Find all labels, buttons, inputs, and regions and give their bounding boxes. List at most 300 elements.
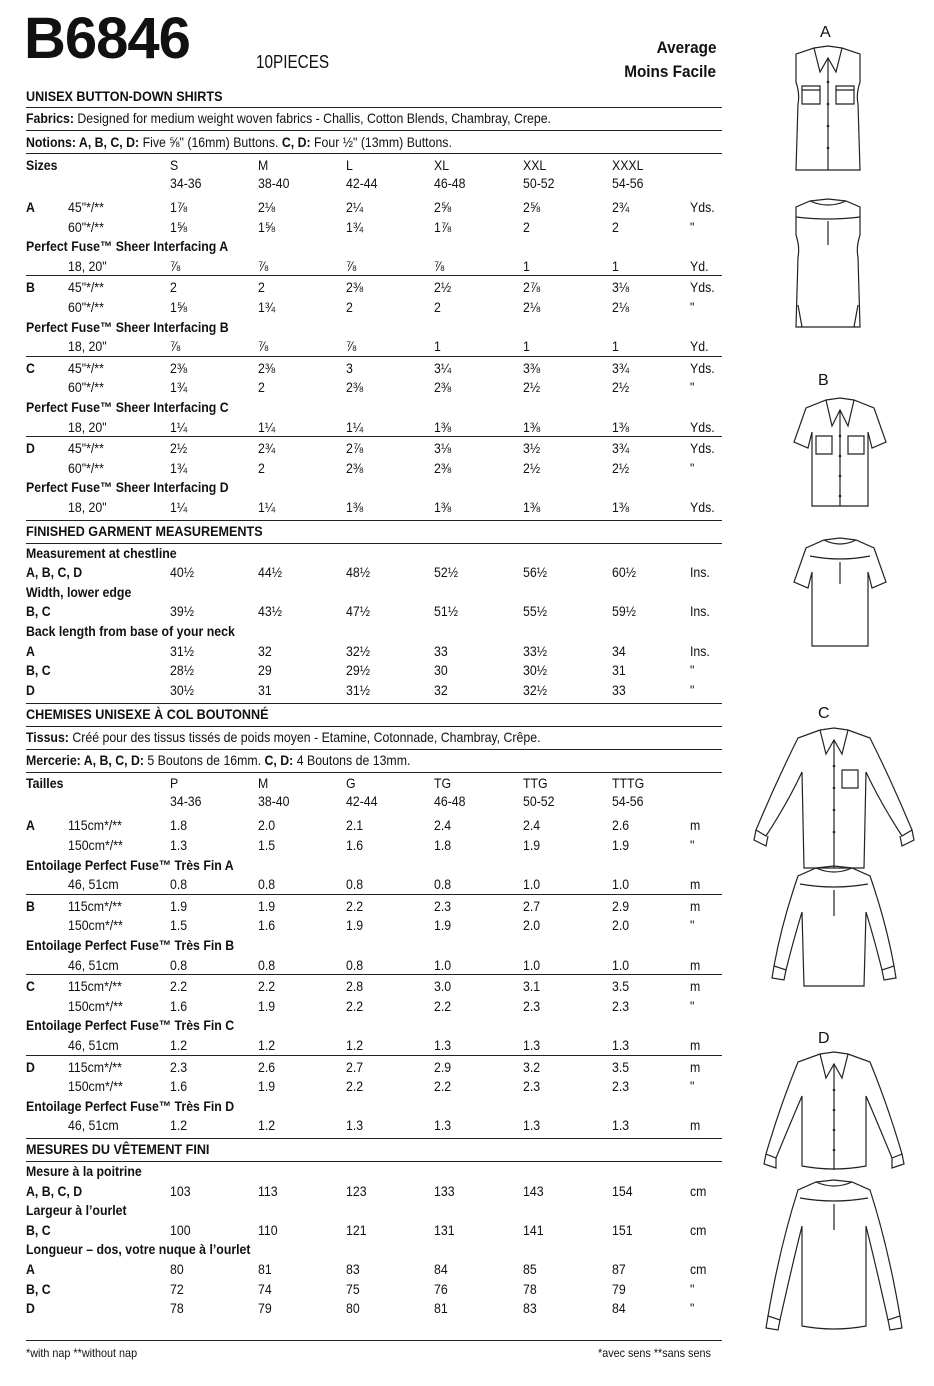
unit: m [690,897,701,914]
yardage-value: 2 [346,299,353,315]
fabric-width: 46, 51cm [68,956,119,973]
yardage-row [26,917,722,936]
measurement-row [26,682,722,701]
yardage-value: 1⅝ [258,218,276,235]
view-label: A, B, C, D [26,1182,83,1199]
measurement-value: 55½ [523,603,547,620]
yardage-value: 2.2 [346,897,364,914]
measurement-value: 48½ [346,564,370,581]
view-label: B, C [26,603,51,620]
row-heading: Back length from base of your neck [26,623,235,639]
yardage-value: ⅞ [346,257,357,274]
yardage-value: 1.8 [434,837,452,853]
measurement-row [26,643,722,662]
yardage-value: 2 [612,218,619,235]
size-name: XL [434,157,450,173]
yardage-value: 3.2 [523,1058,541,1075]
interfacing-heading [26,857,722,876]
unit: " [690,379,695,396]
yardage-value: 1.6 [346,837,364,853]
yardage-value: 3¾ [612,359,630,376]
yardage-value: 2⅝ [523,199,541,215]
yardage-row [26,957,722,976]
measurement-value: 83 [346,1261,360,1277]
yardage-value: 2.1 [346,817,364,834]
yardage-value: 2⅜ [434,459,452,476]
unit: m [690,1117,701,1134]
divider [26,356,722,357]
yardage-value: 1.6 [170,997,188,1014]
yardage-value: 2.0 [523,917,541,934]
fabrics-text: Designed for medium weight woven fabrics - Challis, Cotton Blends, Chambray, Crepe. [77,110,551,126]
yardage-value: 1⅜ [523,499,541,515]
yardage-value: 2.9 [434,1058,452,1075]
divider [26,107,722,108]
fabric-width: 150cm*/** [68,917,123,934]
fabric-width: 60"*/** [68,379,104,396]
measurement-value: 80 [170,1261,184,1277]
unit: Yds. [690,440,715,457]
fabric-width: 18, 20" [68,499,107,515]
fabric-width: 150cm*/** [68,1078,123,1095]
size-name: S [170,157,179,173]
yardage-value: 2.3 [523,997,541,1014]
view-d-back-illustration [752,1176,917,1336]
yardage-value: 1.6 [170,1078,188,1095]
yardage-value: 2.4 [523,817,541,834]
yardage-value: 2 [170,279,177,296]
unit: Yd. [690,257,709,274]
row-heading: Largeur à l’ourlet [26,1202,127,1219]
unit: " [690,997,695,1014]
measurement-value: 151 [612,1221,633,1238]
measurement-row [26,1183,722,1202]
unit: Ins. [690,603,710,620]
size-name: TTTG [612,775,645,792]
measurement-value: 32 [258,642,272,659]
size-range: 54-56 [612,793,644,810]
measurement-value: 29½ [346,662,370,679]
unit: " [690,917,695,934]
yardage-value: 1¾ [346,218,364,235]
measurement-value: 32 [434,681,448,698]
divider [26,1138,722,1139]
yardage-value: 1.3 [170,837,188,853]
measurement-value: 60½ [612,564,636,581]
measurement-value: 133 [434,1182,455,1199]
divider [26,703,722,704]
notions-label: Mercerie: A, B, C, D: [26,752,144,769]
yardage-value: 1.3 [434,1037,452,1053]
measurement-value: 79 [612,1280,626,1297]
measurement-value: 44½ [258,564,282,581]
size-range: 42-44 [346,175,378,191]
yardage-value: 0.8 [346,876,364,893]
divider [26,1340,722,1341]
measurement-value: 74 [258,1280,272,1297]
yardage-value: 1¾ [258,299,276,315]
yardage-value: 1⅝ [170,299,188,315]
row-heading: Mesure à la poitrine [26,1163,142,1179]
measurement-value: 113 [258,1182,278,1199]
unit: Yds. [690,499,715,515]
row-heading: Entoilage Perfect Fuse™ Très Fin B [26,937,235,953]
measurement-row [26,1261,722,1280]
yardage-value: 1⅜ [612,499,630,515]
view-a-front-illustration [780,42,876,177]
yardage-value: 1.3 [612,1117,630,1134]
notions-text-1: Five ⅝" (16mm) Buttons. [142,134,279,150]
divider [26,1055,722,1056]
fabric-width: 18, 20" [68,418,107,435]
yardage-value: 2⅜ [346,379,364,396]
fabric-width: 60"*/** [68,459,104,476]
yardage-row [26,279,722,298]
yardage-value: 0.8 [434,876,452,893]
yardage-row [26,258,722,277]
unit: " [690,1078,695,1095]
notions-text-2: Four ½" (13mm) Buttons. [314,134,452,150]
size-ranges [26,793,722,812]
row-heading: Entoilage Perfect Fuse™ Très Fin D [26,1097,235,1114]
measurement-value: 78 [523,1280,537,1297]
yardage-value: 3⅛ [612,279,630,296]
measurement-value: 34 [612,642,626,659]
finished-title: FINISHED GARMENT MEASUREMENTS [26,522,263,539]
size-range: 34-36 [170,175,202,191]
view-b-front-illustration [790,392,890,512]
yardage-value: 1 [434,338,441,355]
measurement-value: 32½ [346,642,370,659]
measurement-heading [26,1163,722,1182]
yardage-value: 1¼ [258,418,276,435]
view-c-back-illustration [752,862,917,992]
yardage-value: 1.9 [170,897,188,914]
divider [26,772,722,773]
view-c-front-illustration [752,722,917,872]
measurement-value: 76 [434,1280,448,1297]
yardage-value: 2 [258,379,265,396]
yardage-value: 0.8 [346,956,364,973]
measurement-value: 47½ [346,603,370,620]
view-label: A [26,817,35,834]
unit: m [690,1037,701,1053]
size-name: L [346,157,353,173]
notions-label-2: C, D: [281,134,311,150]
yardage-value: 1¾ [170,459,188,476]
view-label: B [26,897,35,914]
view-label: A, B, C, D [26,564,83,581]
measurement-row [26,603,722,622]
yardage-value: 2¼ [346,199,364,215]
measurement-value: 78 [170,1300,184,1317]
sizes-label: Tailles [26,775,64,792]
yardage-value: 2½ [170,440,188,457]
sizes-header [26,157,722,176]
fabric-width: 46, 51cm [68,1037,119,1053]
yardage-value: 2.3 [434,897,452,914]
measurement-value: 29 [258,662,272,679]
yardage-value: 1.3 [346,1117,364,1134]
unit: m [690,978,701,995]
yardage-value: 2 [258,459,265,476]
yardage-value: ⅞ [170,257,181,274]
yardage-value: 1⅞ [170,199,188,215]
measurement-value: 52½ [434,564,458,581]
unit: Yd. [690,338,709,355]
yardage-value: 2.3 [523,1078,541,1095]
size-name: P [170,775,179,792]
notions-text-2: 4 Boutons de 13mm. [296,752,411,769]
view-label: A [26,642,35,659]
yardage-value: 1¼ [346,418,364,435]
unit: " [690,662,695,679]
yardage-value: 2⅜ [170,359,188,376]
fabric-width: 60"*/** [68,299,104,315]
measurement-value: 121 [346,1221,367,1238]
measurement-value: 84 [612,1300,626,1317]
measurement-value: 85 [523,1261,537,1277]
yardage-value: 3½ [523,440,541,457]
row-heading: Entoilage Perfect Fuse™ Très Fin C [26,1017,235,1034]
measurement-value: 33 [434,642,448,659]
yardage-value: 1 [523,257,530,274]
view-label: D [26,681,35,698]
measurement-value: 33½ [523,642,547,659]
notions-label: Notions: A, B, C, D: [26,134,140,150]
yardage-value: 1⅜ [612,418,630,435]
row-heading: Longueur – dos, votre nuque à l’ourlet [26,1241,251,1258]
yardage-value: 1.9 [612,837,630,853]
view-label: C [26,359,35,376]
yardage-value: 1⅜ [346,499,364,515]
view-a-back-illustration [780,195,876,335]
yardage-value: 1¼ [170,418,188,435]
yardage-value: 2½ [523,379,541,396]
measurement-value: 39½ [170,603,194,620]
yardage-value: 0.8 [170,876,188,893]
yardage-row [26,360,722,379]
en-title: UNISEX BUTTON-DOWN SHIRTS [26,88,223,104]
fabric-width: 46, 51cm [68,1117,119,1134]
divider [26,436,722,437]
yardage-value: 1.8 [170,817,188,834]
divider [26,153,722,154]
yardage-value: 1.5 [258,837,276,853]
size-name: M [258,775,269,792]
yardage-row [26,299,722,318]
row-heading: Perfect Fuse™ Sheer Interfacing B [26,318,229,335]
unit: m [690,876,701,893]
measurement-row [26,1222,722,1241]
unit: " [690,1300,695,1317]
fabrics-label: Tissus: [26,729,69,746]
measurement-value: 103 [170,1182,191,1199]
divider [26,1161,722,1162]
yardage-value: 3⅜ [523,359,541,376]
fabric-width: 18, 20" [68,338,107,355]
fabric-width: 150cm*/** [68,837,123,853]
interfacing-heading [26,1098,722,1117]
footnote-fr: *avec sens **sans sens [598,1346,711,1360]
measurement-value: 154 [612,1182,633,1199]
yardage-value: 3¼ [434,359,452,376]
divider [26,894,722,895]
yardage-value: 1.0 [523,956,541,973]
sizes-label: Sizes [26,157,58,173]
divider [26,275,722,276]
size-name: G [346,775,356,792]
measurement-value: 51½ [434,603,458,620]
yardage-value: 1.3 [523,1037,541,1053]
view-b-back-illustration [790,534,890,654]
measurement-value: 80 [346,1300,360,1317]
notions-text-1: 5 Boutons de 16mm. [147,752,262,769]
yardage-value: 2½ [434,279,452,296]
measurement-value: 31½ [346,681,370,698]
unit: Ins. [690,564,710,581]
measurement-row [26,662,722,681]
divider [26,520,722,521]
finished-title: MESURES DU VÊTEMENT FINI [26,1141,210,1157]
divider [26,726,722,727]
interfacing-heading [26,319,722,338]
size-name: TTG [523,775,548,792]
yardage-value: 1⅜ [434,418,452,435]
notions-label-2: C, D: [264,752,294,769]
measurement-value: 83 [523,1300,537,1317]
yardage-value: 2⅞ [523,279,541,296]
measurement-value: 87 [612,1261,626,1277]
yardage-value: 2¾ [258,440,276,457]
measurement-value: 72 [170,1280,184,1297]
yardage-value: 1.2 [170,1117,188,1134]
interfacing-heading [26,1017,722,1036]
divider [26,749,722,750]
yardage-value: 2⅛ [523,299,541,315]
yardage-value: 2.7 [523,897,541,914]
row-heading: Width, lower edge [26,583,132,600]
fabric-width: 45"*/** [68,199,104,215]
unit: Yds. [690,418,715,435]
yardage-value: 2½ [612,459,630,476]
row-heading: Perfect Fuse™ Sheer Interfacing D [26,479,229,496]
view-label: B, C [26,1280,51,1297]
yardage-value: ⅞ [170,338,181,355]
yardage-value: 1⅞ [434,218,452,235]
measurement-value: 110 [258,1221,278,1238]
measurement-value: 143 [523,1182,544,1199]
yardage-value: 2½ [612,379,630,396]
size-range: 50-52 [523,793,555,810]
fr-fabrics [26,729,540,745]
yardage-value: 3.5 [612,978,630,995]
yardage-value: ⅞ [258,338,269,355]
yardage-value: 2.3 [170,1058,188,1075]
yardage-row [26,440,722,459]
yardage-row [26,338,722,357]
yardage-row [26,876,722,895]
unit: cm [690,1221,707,1238]
yardage-value: 2 [523,218,530,235]
yardage-row [26,837,722,856]
yardage-value: 0.8 [258,876,276,893]
yardage-value: ⅞ [346,338,357,355]
unit: Ins. [690,642,710,659]
view-label-a: A [820,24,831,41]
measurement-value: 32½ [523,681,547,698]
yardage-row [26,499,722,518]
measurement-value: 79 [258,1300,272,1317]
measurement-heading [26,623,722,642]
size-name: XXXL [612,157,644,173]
yardage-value: 1.0 [612,876,630,893]
size-range: 38-40 [258,793,290,810]
difficulty-en: Average [656,38,716,57]
yardage-value: 1.6 [258,917,276,934]
yardage-value: 1.9 [258,1078,276,1095]
yardage-row [26,219,722,238]
yardage-value: 2.2 [434,1078,452,1095]
fabric-width: 115cm*/** [68,897,122,914]
yardage-row [26,1078,722,1097]
unit: Yds. [690,359,715,376]
yardage-value: 1.9 [258,997,276,1014]
unit: m [690,1058,701,1075]
yardage-value: 1.0 [612,956,630,973]
yardage-value: 3⅛ [434,440,452,457]
size-range: 46-48 [434,175,466,191]
view-label-b: B [818,372,829,389]
yardage-value: 2.8 [346,978,364,995]
yardage-value: 1⅝ [170,218,188,235]
unit: " [690,459,695,476]
yardage-value: 2.0 [612,917,630,934]
measurement-value: 31 [612,662,626,679]
interfacing-heading [26,238,722,257]
view-label: D [26,440,35,457]
yardage-value: 2.3 [612,997,630,1014]
yardage-row [26,419,722,438]
yardage-value: 1.0 [523,876,541,893]
unit: " [690,681,695,698]
yardage-row [26,817,722,836]
size-range: 54-56 [612,175,644,191]
view-label-d: D [818,1030,830,1047]
sizes-header [26,775,722,794]
measurement-value: 123 [346,1182,367,1199]
measurement-row [26,564,722,583]
footnote-en: *with nap **without nap [26,1346,138,1360]
yardage-value: 3¾ [612,440,630,457]
size-range: 42-44 [346,793,378,810]
fabric-width: 115cm*/** [68,1058,122,1075]
yardage-value: 2.2 [346,997,364,1014]
measurement-value: 30 [434,662,448,679]
yardage-value: 1⅜ [523,418,541,435]
measurement-value: 30½ [523,662,547,679]
measurement-value: 81 [258,1261,272,1277]
measurement-value: 59½ [612,603,636,620]
divider [26,130,722,131]
yardage-value: 1.9 [434,917,452,934]
measurement-value: 33 [612,681,626,698]
measurement-value: 30½ [170,681,194,698]
yardage-value: 2⅜ [346,459,364,476]
yardage-value: 1.5 [170,917,188,934]
yardage-value: 1¼ [258,499,276,515]
unit: " [690,299,695,315]
